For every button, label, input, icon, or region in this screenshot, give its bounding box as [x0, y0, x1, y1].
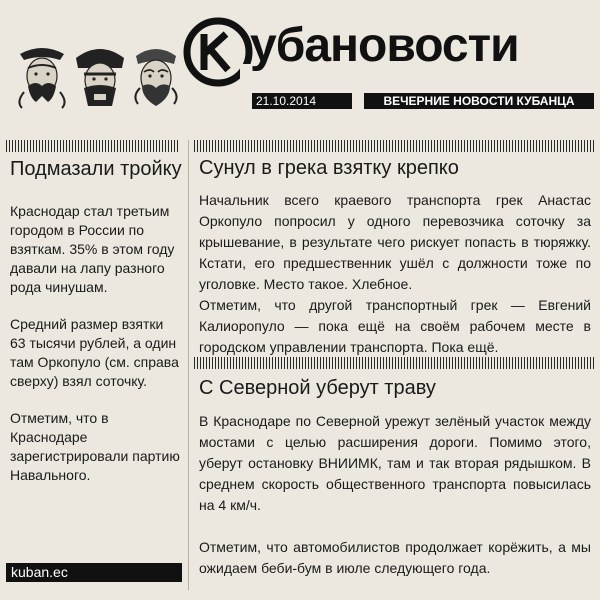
left-paragraph: Краснодар стал третьим городом в России по взяткам. 35% в этом году давали на лапу разного рода чинушам.: [10, 203, 175, 295]
left-column: [10, 156, 182, 485]
article-2-paragraph: Отметим, что автомобилистов продолжает корёжить, а мы ожидаем беби-бум в июле следующего года.: [199, 539, 591, 576]
article-2: [199, 375, 591, 579]
cossack-head-1-icon: [19, 48, 64, 108]
left-paragraph: Средний размер взятки 63 тысячи рублей, а один там Оркопуло (см. справа сверху) взял соточку.: [10, 316, 179, 389]
logo-k-icon: [182, 16, 254, 88]
left-column-divider: [6, 140, 180, 152]
article-1-paragraph: Отметим, что другой транспортный грек — Евгений Калиоропуло — пока ещё на своём рабочем месте в городском управлении транспорта. Пока ещё.: [199, 297, 591, 355]
left-article-title: Подмазали тройку: [10, 158, 182, 180]
article-2-title: С Северной уберут траву: [199, 377, 436, 399]
site-link[interactable]: kuban.ec: [6, 563, 182, 582]
cossack-head-3-icon: [135, 49, 176, 106]
article-1-paragraph: Начальник всего краевого транспорта грек Анастас Оркопуло попросил у одного перевозчика соточку за крышевание, в результате чего рискует попасть в тюряжку. Кстати, его предшественник ушёл с должности тоже по уголовке. Место такое. Хлебное.: [199, 192, 591, 292]
article-1: [199, 155, 591, 358]
masthead: [0, 0, 600, 128]
logo-wordmark: убановости: [250, 19, 519, 72]
article-1-title: Сунул в грека взятку крепко: [199, 157, 459, 179]
article-1-divider: [194, 140, 594, 152]
tagline: ВЕЧЕРНИЕ НОВОСТИ КУБАНЦА: [364, 93, 594, 109]
cossack-head-2-icon: [76, 49, 124, 106]
left-paragraph: Отметим, что в Краснодаре зарегистрировали партию Навального.: [10, 410, 180, 483]
column-separator: [188, 140, 189, 590]
cossack-heads-illustration: [14, 46, 182, 112]
issue-date: 21.10.2014: [252, 93, 352, 109]
article-2-divider: [194, 357, 594, 369]
article-2-paragraph: В Краснодаре по Северной урежут зелёный участок между мостами с целью расширения дороги. Помимо этого, уберут остановку ВНИИМК, там и так вторая рядышком. В среднем скорость общественного транспорта повысилась на 4 км/ч.: [199, 413, 591, 513]
